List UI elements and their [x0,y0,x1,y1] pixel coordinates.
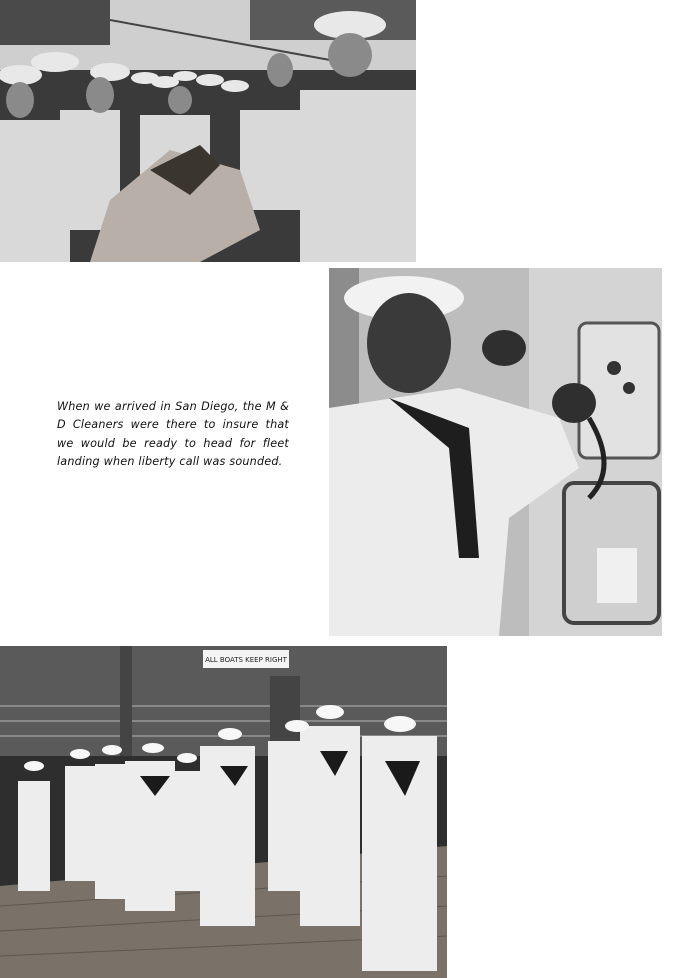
pier-sign-text: ALL BOATS KEEP RIGHT [205,656,287,664]
photo-caption: When we arrived in San Diego, the M & D Cleaners were there to insure that we would be ready to head for fleet landing when liberty call was sounded. [57,400,289,469]
photo-sailors-marching [0,646,447,978]
photo-sailors-cleaners [0,0,416,262]
photo-sailor-telephone [329,268,662,636]
